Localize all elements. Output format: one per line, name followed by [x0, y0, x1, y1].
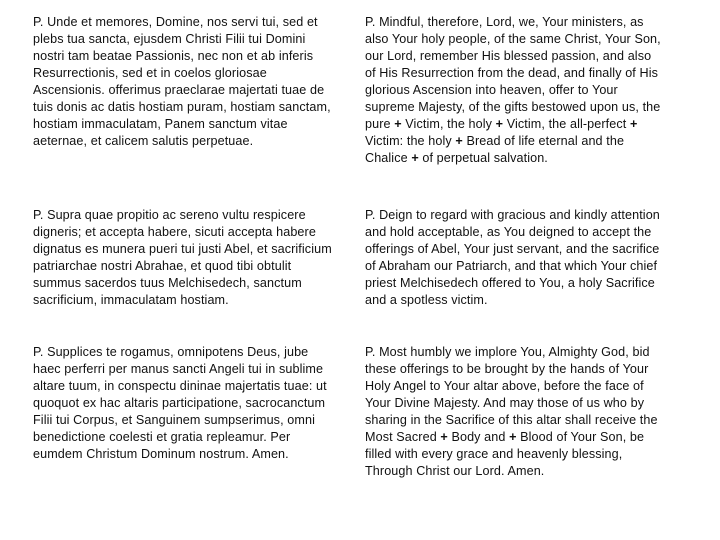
latin-paragraph-supplices-te: P. Supplices te rogamus, omnipotens Deus, jube haec perferri per manus sancti Angeli tui in sublime altare tuum, in conspectu dininae majertatis tuae: ut quoquot ex hac altaris participatione, sacrocanctum Filii tui Corpus, et Sanguinem sumpserimus, omni benedictione coelesti et gratia repleamur. Per eumdem Christum Dominum nostrum. Amen. — [33, 345, 327, 461]
sign-of-cross-marker: + — [411, 151, 419, 165]
sign-of-cross-marker: + — [455, 134, 463, 148]
english-paragraph-deign-to-regard: P. Deign to regard with gracious and kindly attention and hold acceptable, as You deigned to accept the offerings of Abel, Your just servant, and the sacrifice of Abraham our Patriarch, and that which Your chief priest Melchisedech offered to You, a holy Sacrifice and a spotless victim. — [365, 208, 660, 307]
sign-of-cross-marker: + — [509, 430, 517, 444]
sign-of-cross-marker: + — [440, 430, 448, 444]
english-paragraph-most-humbly: P. Most humbly we implore You, Almighty God, bid these offerings to be brought by the hands of Your Holy Angel to Your altar above, before the face of Your Divine Majesty. And may those of us who by sharing in the Sacrifice of this altar shall receive the Most Sacred + Body and + Blood of Your Son, be filled with every grace and heavenly blessing, Through Christ our Lord. Amen. — [365, 345, 658, 478]
latin-paragraph-supra-quae: P. Supra quae propitio ac sereno vultu respicere digneris; et accepta habere, sicuti accepta habere dignatus es munera pueri tui justi Abel, et sacrificium patriarchae nostri Abrahae, et quod tibi obtulit summus sacerdos tuus Melchisedech, sanctum sacrificium, immaculatam hostiam. — [33, 208, 332, 307]
sign-of-cross-marker: + — [394, 117, 402, 131]
sign-of-cross-marker: + — [629, 117, 638, 131]
english-paragraph-mindful-therefore: P. Mindful, therefore, Lord, we, Your ministers, as also Your holy people, of the same Christ, Your Son, our Lord, remember His blessed passion, and also of His Resurrection from the dead, and finally of His glorious Ascension into heaven, offer to Your supreme Majesty, of the gifts bestowed upon us, the pure + Victim, the holy + Victim, the all-perfect + Victim: the holy + Bread of life eternal and the Chalice + of perpetual salvation. — [365, 15, 661, 165]
latin-paragraph-unde-et-memores: P. Unde et memores, Domine, nos servi tui, sed et plebs tua sancta, ejusdem Christi Filii tui Domini nostri tam beatae Passionis, nec non et ab inferis Resurrectionis, sed et in coelos gloriosae Ascensionis. offerimus praeclarae majertati tuae de tuis donis ac datis hostiam puram, hostiam sanctam, hostiam immaculatam, Panem sanctum vitae aeternae, et calicem salutis perpetuae. — [33, 15, 331, 148]
sign-of-cross-marker: + — [495, 117, 504, 131]
